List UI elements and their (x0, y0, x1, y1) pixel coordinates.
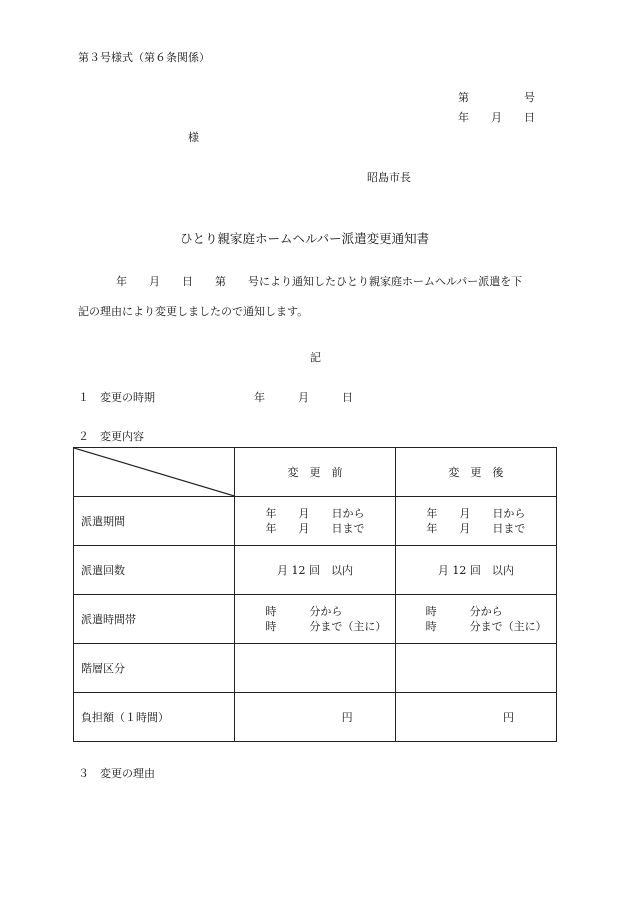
table-row (74, 595, 557, 644)
period-to: 年 月 日まで (426, 522, 526, 535)
cell-before (235, 644, 395, 693)
item3-label: ３ 変更の理由 (78, 767, 155, 780)
cell-after (395, 644, 556, 693)
row-label: 派遣期間 (74, 497, 235, 546)
change-table (73, 447, 557, 742)
page-title: ひとり親家庭ホームヘルパー派遣変更通知書 (180, 231, 430, 246)
cell-after (395, 595, 556, 644)
table-row (74, 497, 557, 546)
cell-after: 円 (395, 693, 556, 742)
cell-after (395, 497, 556, 546)
row-label: 派遣回数 (74, 546, 235, 595)
period-from: 年 月 日から (265, 507, 365, 520)
period-from: 年 月 日から (426, 507, 526, 520)
document-number: 第 号 (458, 91, 535, 104)
time-from: 時 分から (265, 605, 343, 618)
header-after: 変 更 後 (395, 448, 556, 497)
form-number-label: 第３号様式（第６条関係） (78, 51, 210, 64)
body-text-line-1: 年 月 日 第 号により通知したひとり親家庭ホームヘルパー派遣を下 (116, 275, 523, 288)
period-to: 年 月 日まで (265, 522, 365, 535)
item1-label: １ 変更の時期 (78, 391, 155, 404)
cell-after: 月 12 回 以内 (395, 546, 556, 595)
row-label: 派遣時間帯 (74, 595, 235, 644)
row-label: 階層区分 (74, 644, 235, 693)
issue-date: 年 月 日 (458, 111, 535, 124)
time-to: 時 分まで（主に） (265, 620, 387, 633)
cell-before: 月 12 回 以内 (235, 546, 395, 595)
row-label: 負担額（１時間） (74, 693, 235, 742)
time-to: 時 分まで（主に） (425, 620, 547, 633)
cell-before (235, 595, 395, 644)
body-text-line-2: 記の理由により変更しましたので通知します。 (78, 305, 309, 318)
ki-heading: 記 (310, 351, 321, 364)
corner-cell (74, 448, 235, 497)
cell-before (235, 497, 395, 546)
header-before: 変 更 前 (235, 448, 395, 497)
table-row (74, 693, 557, 742)
table-header-row (74, 448, 557, 497)
item2-label: ２ 変更内容 (78, 430, 144, 443)
table-row (74, 644, 557, 693)
addressee-suffix: 様 (188, 131, 199, 144)
time-from: 時 分から (425, 605, 503, 618)
table-row (74, 546, 557, 595)
cell-before: 円 (235, 693, 395, 742)
issuer: 昭島市長 (367, 171, 411, 184)
diagonal-line (74, 448, 234, 496)
item1-date: 年 月 日 (254, 391, 353, 404)
